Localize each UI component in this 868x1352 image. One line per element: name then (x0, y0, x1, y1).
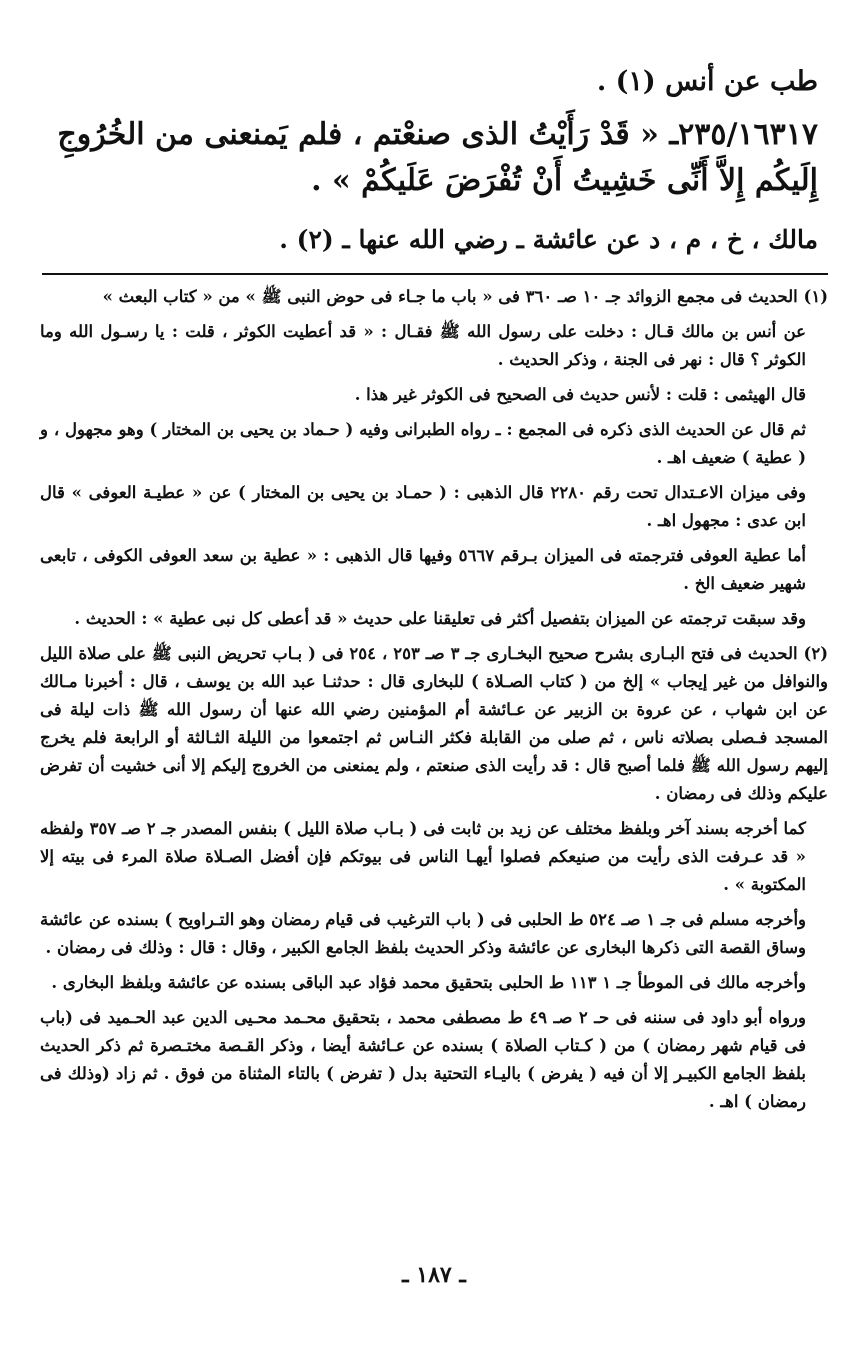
footnote-paragraph: وأخرجه مسلم فى جـ ١ صـ ٥٢٤ ط الحلبى فى ( باب الترغيب فى قيام رمضان وهو التـراويح ) بسنده عن عائشة وساق القصة التى ذكرها البخارى عن عائشة وذكر الحديث بلفظ الجامع الكبير ، وقال : قال : وذلك فى رمضان . (40, 910, 806, 957)
footnote-paragraph: ورواه أبو داود فى سننه فى حـ ٢ صـ ٤٩ ط مصطفى محمد ، بتحقيق محـمد محـيى الدين عبد الحـميد فى (باب فى قيام شهر رمضان ) من ( كـتاب الصلاة ) بسنده عن عـائشة أيضا ، وذكر القـصة مختـصرة ثم ذكر الحديث بلفظ الجامع الكبيـر إلا أن فيه ( يفرض ) باليـاء التحتية بدل ( تفرض ) بالتاء المثناة من فوق . ثم زاد (وذلك فى رمضان ) اهـ . (40, 1008, 806, 1111)
footnote-paragraph: وفى ميزان الاعـتدال تحت رقم ٢٢٨٠ قال الذهبى : ( حمـاد بن يحيى بن المختار ) عن « عطيـة العوفى » قال ابن عدى : مجهول اهـ . (40, 483, 806, 530)
footnote-divider (42, 273, 828, 275)
footnote-paragraph: عن أنس بن مالك قـال : دخلت على رسول الله ﷺ فقـال : « قد أعطيت الكوثر ، قلت : يا رسـول الله وما الكوثر ؟ قال : نهر فى الجنة ، وذكر الحديث . (40, 322, 806, 369)
source-line: طب عن أنس (١) . (596, 66, 818, 97)
footnote-paragraph: أما عطية العوفى فترجمته فى الميزان بـرقم ٥٦٦٧ وفيها قال الذهبى : « عطية بن سعد العوفى الكوفى ، تابعى شهير ضعيف الخ . (40, 546, 806, 593)
hadith-text: ٢٣٥/١٦٣١٧ـ « قَدْ رَأَيْتُ الذى صنعْتم ، فلم يَمنعنى من الخُرُوجِ إِلَيكُم إِلاَّ أَنِّى خَشِيتُ أَنْ تُفْرَضَ عَلَيكُمْ » . (57, 117, 818, 198)
narrators-line: مالك ، خ ، م ، د عن عائشة ـ رضي الله عنها ـ (٢) . (279, 225, 818, 254)
footnote-paragraph: وقد سبقت ترجمته عن الميزان بتفصيل أكثر فى تعليقنا على حديث « قد أعطى كل نبى عطية » : الحديث . (74, 609, 806, 628)
footnote-paragraph: ثم قال عن الحديث الذى ذكره فى المجمع : ـ رواه الطبرانى وفيه ( حـماد بن يحيى بن المختار ) وهو مجهول ، و ( عطية ) ضعيف اهـ . (40, 420, 806, 467)
page-number: ـ ١٨٧ ـ (402, 1262, 466, 1288)
footnote-paragraph: قال الهيثمى : قلت : لأنس حديث فى الصحيح فى الكوثر غير هذا . (354, 385, 806, 404)
footnote-paragraph: (١) الحديث فى مجمع الزوائد جـ ١٠ صـ ٣٦٠ فى « باب ما جـاء فى حوض النبى ﷺ » من « كتاب البعث » (102, 287, 828, 306)
footnote-paragraph: (٢) الحديث فى فتح البـارى بشرح صحيح البخـارى جـ ٣ صـ ٢٥٣ ، ٢٥٤ فى ( بـاب تحريض النبى ﷺ على صلاة الليل والنوافل من غير إيجاب » إلخ من ( كتاب الصـلاة ) للبخارى قال : حدثنـا عبد الله بن يوسف ، قال : أخبرنا مـالك عن ابن شهاب ، عن عروة بن الزبير عن عـائشة أم المؤمنين رضي الله عنها أن رسول الله ﷺ ذات ليلة فى المسجد فـصلى بصلاته ناس ، ثم صلى من القابلة فكثر النـاس ثم اجتمعوا من الليلة الثـالثة أو الرابعة فلم يخرج إليهم رسول الله ﷺ فلما أصبح قال : قد رأيت الذى صنعتم ، ولم يمنعنى من الخروج إليكم إلا أنى خشيت أن تفرض عليكم وذلك فى رمضان . (40, 644, 828, 803)
footnotes (40, 283, 828, 1123)
footnote-paragraph: وأخرجه مالك فى الموطأ جـ ١ ١١٣ ط الحلبى بتحقيق محمد فؤاد عبد الباقى بسنده عن عائشة وبلفظ البخارى . (51, 973, 806, 992)
footnote-paragraph: كما أخرجه بسند آخر وبلفظ مختلف عن زيد بن ثابت فى ( بـاب صلاة الليل ) بنفس المصدر جـ ٢ صـ ٣٥٧ ولفظه « قد عـرفت الذى رأيت من صنيعكم فصلوا أيهـا الناس فى بيوتكم فإن أفضل الصـلاة صلاة المرء فى بيته إلا المكتوبة » . (40, 819, 806, 894)
